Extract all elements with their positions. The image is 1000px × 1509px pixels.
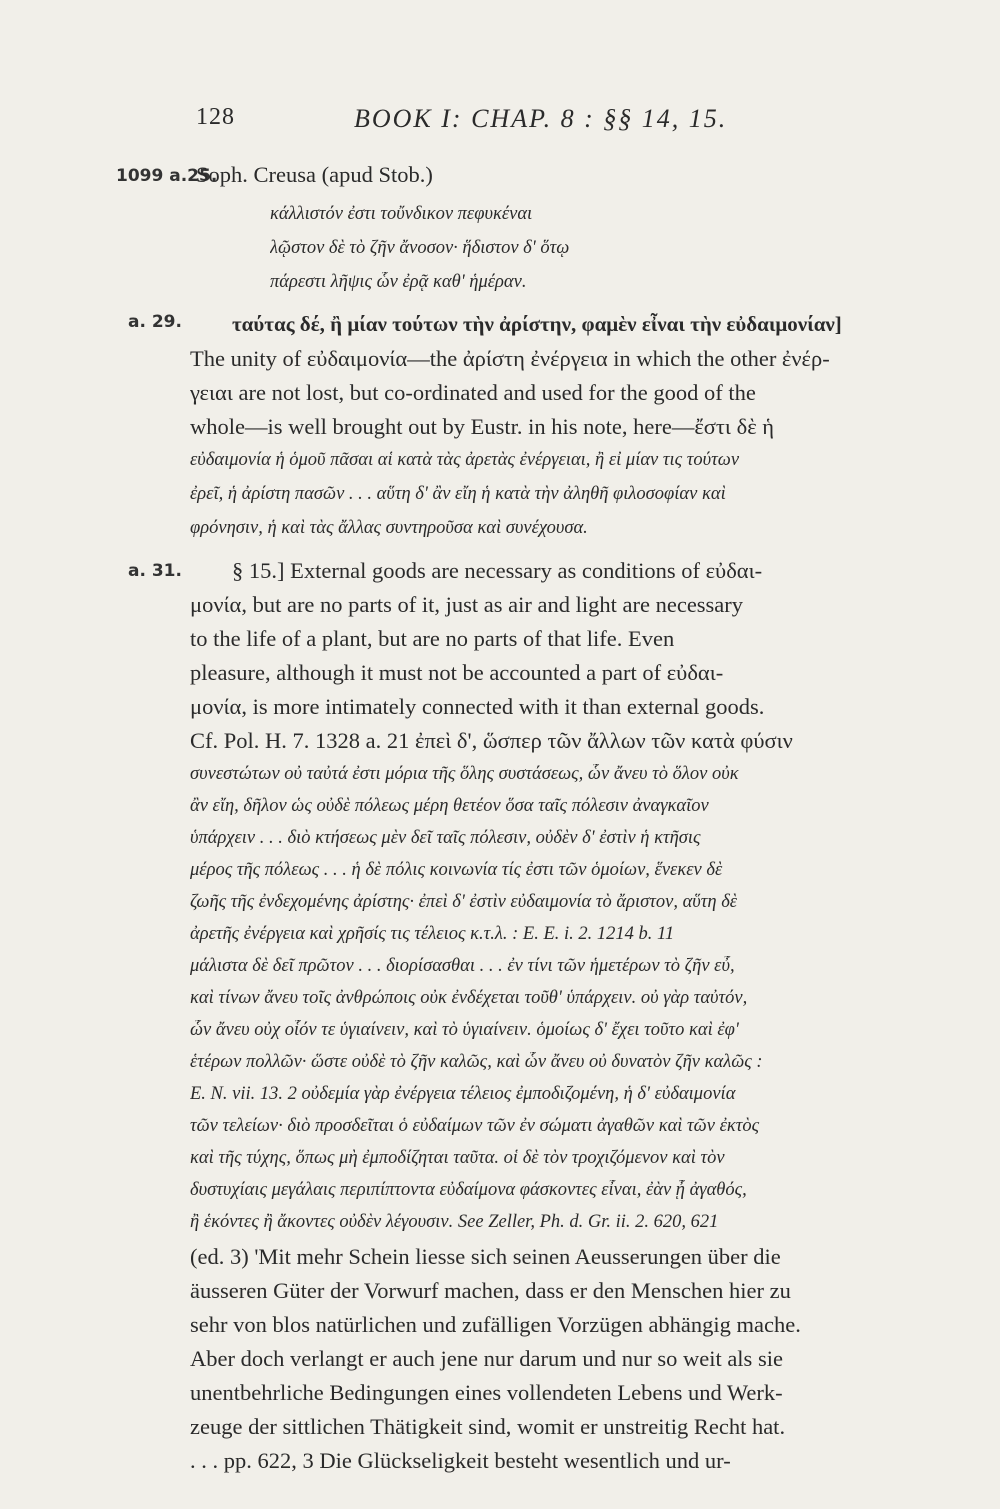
text-line: Cf. Pol. H. 7. 1328 a. 21 ἐπεὶ δ', ὥσπερ τῶν ἄλλων τῶν κατὰ φύσιν (190, 728, 793, 753)
text-line: zeuge der sittlichen Thätigkeit sind, womit er unstreitig Recht hat. (190, 1414, 786, 1439)
running-head: BOOK I: CHAP. 8 : §§ 14, 15. (354, 104, 728, 133)
greek-line: καὶ τῆς τύχης, ὅπως μὴ ἐμποδίζηται ταῦτα. οἱ δὲ τὸν τροχιζόμενον καὶ τὸν (190, 1148, 725, 1168)
greek-line: μέρος τῆς πόλεως . . . ἡ δὲ πόλις κοινωνία τίς ἐστι τῶν ὁμοίων, ἕνεκεν δὲ (190, 860, 723, 880)
text-line: sehr von blos natürlichen und zufälligen Vorzügen abhängig mache. (190, 1312, 801, 1337)
greek-quote-line: κάλλιστόν ἐστι τοὔνδικον πεφυκέναι (270, 204, 533, 224)
greek-line: ἂν εἴη, δῆλον ὡς οὐδὲ πόλεως μέρη θετέον ὅσα ταῖς πόλεσιν ἀναγκαῖον (190, 796, 709, 816)
greek-quote-line: πάρεστι λῆψις ὧν ἐρᾷ καθ' ἡμέραν. (270, 272, 527, 292)
section-start-line: § 15.] External goods are necessary as conditions of εὐδαι- (232, 558, 763, 583)
text-line: Soph. Creusa (apud Stob.) (196, 162, 433, 187)
text-line: to the life of a plant, but are no parts of that life. Even (190, 626, 675, 651)
greek-line: δυστυχίαις μεγάλαις περιπίπτοντα εὐδαίμονα φάσκοντες εἶναι, ἐὰν ᾖ ἀγαθός, (190, 1180, 747, 1200)
margin-ref-a29: a. 29. (128, 312, 182, 332)
margin-ref-a31: a. 31. (128, 561, 182, 581)
margin-ref-1099a25: 1099 a.25. (116, 166, 218, 186)
lemma-line: ταύτας δέ, ἢ μίαν τούτων τὴν ἀρίστην, φαμὲν εἶναι τὴν εὐδαιμονίαν] (232, 312, 842, 336)
text-line: whole—is well brought out by Eustr. in his note, here—ἔστι δὲ ἡ (190, 414, 775, 439)
text-line: unentbehrliche Bedingungen eines vollendeten Lebens und Werk- (190, 1380, 783, 1405)
text-line: . . . pp. 622, 3 Die Glückseligkeit besteht wesentlich und ur- (190, 1448, 731, 1473)
greek-quote-line: λῷστον δὲ τὸ ζῆν ἄνοσον· ἥδιστον δ' ὅτῳ (270, 238, 570, 258)
greek-line: ζωῆς τῆς ἐνδεχομένης ἀρίστης· ἐπεὶ δ' ἐστὶν εὐδαιμονία τὸ ἄριστον, αὕτη δὲ (190, 892, 738, 912)
greek-line: εὐδαιμονία ἡ ὁμοῦ πᾶσαι αἱ κατὰ τὰς ἀρετὰς ἐνέργειαι, ἢ εἰ μίαν τις τούτων (190, 450, 740, 470)
text-line: Aber doch verlangt er auch jene nur darum und nur so weit als sie (190, 1346, 783, 1371)
text-line: μονία, is more intimately connected with it than external goods. (190, 694, 765, 719)
greek-line: ὧν ἄνευ οὐχ οἷόν τε ὑγιαίνειν, καὶ τὸ ὑγιαίνειν. ὁμοίως δ' ἔχει τοῦτο καὶ ἐφ' (190, 1020, 739, 1040)
page-header (196, 104, 936, 140)
greek-line: E. N. vii. 13. 2 οὐδεμία γὰρ ἐνέργεια τέλειος ἐμποδιζομένη, ἡ δ' εὐδαιμονία (190, 1084, 736, 1104)
text-line: äusseren Güter der Vorwurf machen, dass er den Menschen hier zu (190, 1278, 791, 1303)
text-line: μονία, but are no parts of it, just as air and light are necessary (190, 592, 744, 617)
greek-line: συνεστώτων οὐ ταὐτά ἐστι μόρια τῆς ὅλης συστάσεως, ὧν ἄνευ τὸ ὅλον οὐκ (190, 764, 739, 784)
greek-line: μάλιστα δὲ δεῖ πρῶτον . . . διορίσασθαι . . . ἐν τίνι τῶν ἡμετέρων τὸ ζῆν εὖ, (190, 956, 735, 976)
greek-line: ἑτέρων πολλῶν· ὥστε οὐδὲ τὸ ζῆν καλῶς, καὶ ὧν ἄνευ οὐ δυνατὸν ζῆν καλῶς : (190, 1052, 763, 1072)
greek-line: ἐρεῖ, ἡ ἀρίστη πασῶν . . . αὕτη δ' ἂν εἴη ἡ κατὰ τὴν ἀληθῆ φιλοσοφίαν καὶ (190, 484, 726, 504)
greek-line: καὶ τίνων ἄνευ τοῖς ἀνθρώποις οὐκ ἐνδέχεται τοῦθ' ὑπάρχειν. οὐ γὰρ ταὐτόν, (190, 988, 748, 1008)
greek-line: ἀρετῆς ἐνέργεια καὶ χρῆσίς τις τέλειος κ.τ.λ. : E. E. i. 2. 1214 b. 11 (190, 924, 675, 944)
page-number: 128 (196, 104, 235, 130)
greek-line: τῶν τελείων· διὸ προσδεῖται ὁ εὐδαίμων τῶν ἐν σώματι ἀγαθῶν καὶ τῶν ἐκτὸς (190, 1116, 760, 1136)
text-line: (ed. 3) 'Mit mehr Schein liesse sich seinen Aeusserungen über die (190, 1244, 781, 1269)
text-line: pleasure, although it must not be accounted a part of εὐδαι- (190, 660, 724, 685)
greek-line: φρόνησιν, ἡ καὶ τὰς ἄλλας συντηροῦσα καὶ συνέχουσα. (190, 518, 588, 538)
greek-line: ἢ ἑκόντες ἢ ἄκοντες οὐδὲν λέγουσιν. See Zeller, Ph. d. Gr. ii. 2. 620, 621 (190, 1212, 719, 1232)
text-line: The unity of εὐδαιμονία—the ἀρίστη ἐνέργεια in which the other ἐνέρ- (190, 346, 830, 371)
greek-line: ὑπάρχειν . . . διὸ κτήσεως μὲν δεῖ ταῖς πόλεσιν, οὐδὲν δ' ἐστὶν ἡ κτῆσις (190, 828, 701, 848)
text-line: γειαι are not lost, but co-ordinated and used for the good of the (190, 380, 756, 405)
